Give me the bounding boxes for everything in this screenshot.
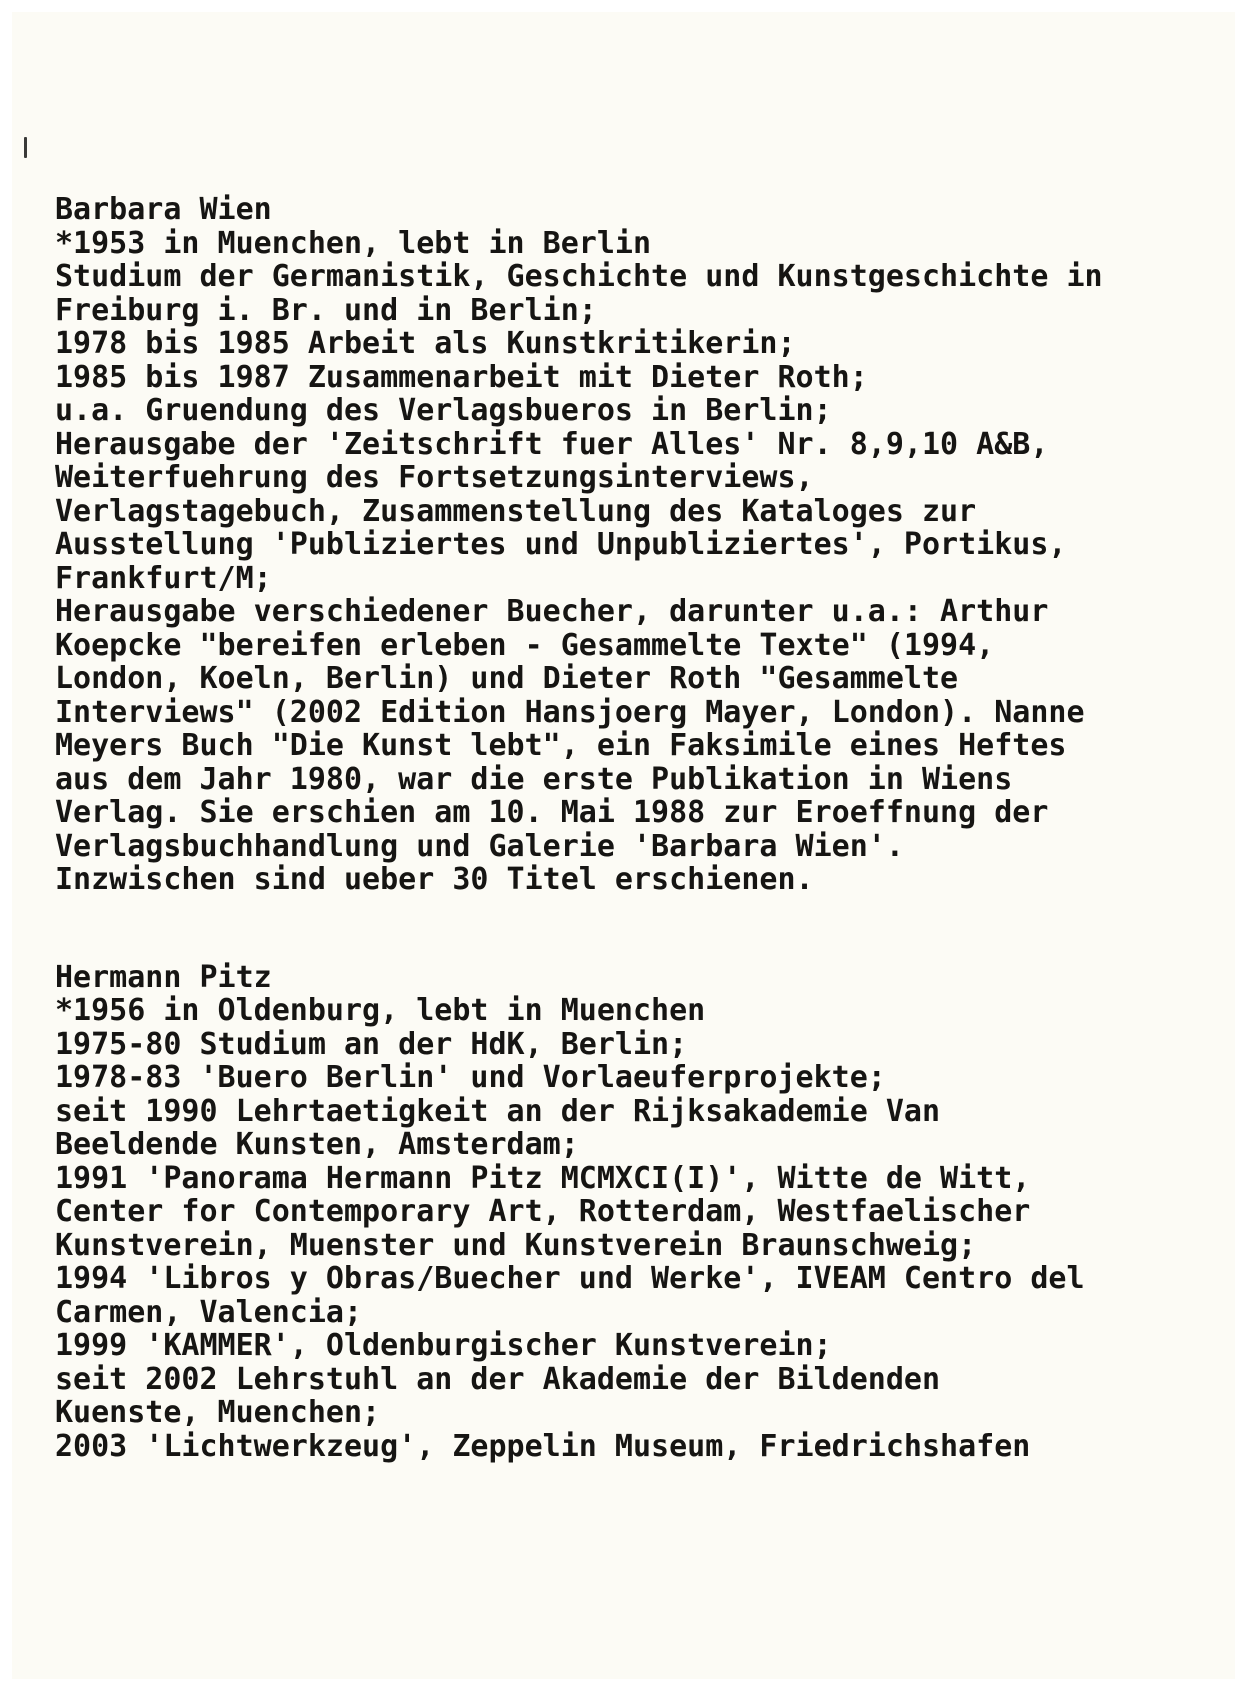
text-line: Interviews" (2002 Edition Hansjoerg Mayer, London). Nanne <box>55 694 1085 730</box>
text-line: Frankfurt/M; <box>55 560 272 596</box>
text-line: aus dem Jahr 1980, war die erste Publikation in Wiens <box>55 761 1013 797</box>
text-line: 1975-80 Studium an der HdK, Berlin; <box>55 1026 688 1062</box>
document-text-block <box>55 193 1227 1463</box>
text-line: Koepcke "bereifen erleben - Gesammelte Texte" (1994, <box>55 627 995 663</box>
scan-artifact-mark <box>24 137 27 158</box>
text-line: 2003 'Lichtwerkzeug', Zeppelin Museum, Friedrichshafen <box>55 1428 1031 1464</box>
bio-section-hermann-pitz <box>55 961 1227 1464</box>
text-line: Inzwischen sind ueber 30 Titel erschienen. <box>55 862 814 897</box>
text-line: Carmen, Valencia; <box>55 1294 363 1330</box>
text-line: *1956 in Oldenburg, lebt in Muenchen <box>55 993 706 1028</box>
text-line: 1978 bis 1985 Arbeit als Kunstkritikerin; <box>55 326 796 361</box>
text-line: Herausgabe der 'Zeitschrift fuer Alles' Nr. 8,9,10 A&B, <box>55 426 1049 462</box>
text-line: Kuenste, Muenchen; <box>55 1395 381 1430</box>
text-line: Studium der Germanistik, Geschichte und Kunstgeschichte in <box>55 259 1103 294</box>
text-line: seit 1990 Lehrtaetigkeit an der Rijksakademie Van <box>55 1093 941 1129</box>
text-line: Weiterfuehrung des Fortsetzungsinterviews, <box>55 460 814 495</box>
section-heading: Barbara Wien <box>55 192 272 227</box>
text-line: Meyers Buch "Die Kunst lebt", ein Faksimile eines Heftes <box>55 728 1067 763</box>
text-line: *1953 in Muenchen, lebt in Berlin <box>55 225 652 261</box>
text-line: 1991 'Panorama Hermann Pitz MCMXCI(I)', Witte de Witt, <box>55 1160 1031 1196</box>
text-line: Verlagsbuchhandlung und Galerie 'Barbara Wien'. <box>55 828 904 864</box>
bio-section-barbara-wien <box>55 193 1227 897</box>
text-line: 1985 bis 1987 Zusammenarbeit mit Dieter Roth; <box>55 359 868 395</box>
text-line: Kunstverein, Muenster und Kunstverein Braunschweig; <box>55 1227 977 1263</box>
text-line: Center for Contemporary Art, Rotterdam, Westfaelischer <box>55 1194 1031 1229</box>
text-line: London, Koeln, Berlin) und Dieter Roth "Gesammelte <box>55 661 959 696</box>
text-line: u.a. Gruendung des Verlagsbueros in Berlin; <box>55 393 832 428</box>
section-heading: Hermann Pitz <box>55 959 272 995</box>
text-line: seit 2002 Lehrstuhl an der Akademie der Bildenden <box>55 1361 941 1397</box>
text-line: Freiburg i. Br. und in Berlin; <box>55 292 597 328</box>
text-line: 1999 'KAMMER', Oldenburgischer Kunstverein; <box>55 1328 832 1363</box>
text-line: Verlagstagebuch, Zusammenstellung des Kataloges zur <box>55 493 977 529</box>
text-line: Verlag. Sie erschien am 10. Mai 1988 zur Eroeffnung der <box>55 795 1049 830</box>
text-line: Herausgabe verschiedener Buecher, darunter u.a.: Arthur <box>55 594 1049 629</box>
text-line: 1994 'Libros y Obras/Buecher und Werke', IVEAM Centro del <box>55 1261 1085 1296</box>
text-line: Beeldende Kunsten, Amsterdam; <box>55 1127 579 1162</box>
text-line: Ausstellung 'Publiziertes und Unpubliziertes', Portikus, <box>55 527 1067 562</box>
text-line: 1978-83 'Buero Berlin' und Vorlaeuferprojekte; <box>55 1060 886 1095</box>
